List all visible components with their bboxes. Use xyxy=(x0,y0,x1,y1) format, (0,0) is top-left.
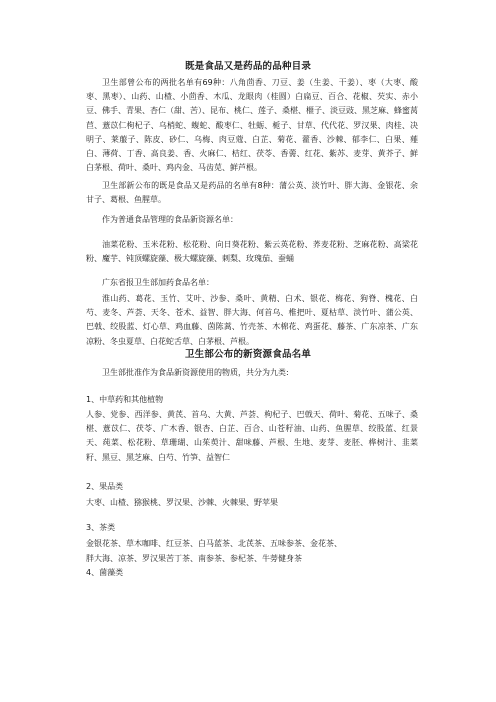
paragraph-69-items: 卫生部曾公布的两批名单有69种：八角茴香、刀豆、姜（生姜、干姜）、枣（大枣、酸枣、黑枣）、山药、山楂、小茴香、木瓜、龙眼肉（桂圆）白扁豆、百合、花椒、芡实、赤小豆、佛手、青果、杏仁（甜、苦）、昆布、桃仁、莲子、桑椹、榧子、淡豆豉、黑芝麻、蜂蜜莴苣、薏苡仁枸杞子、乌梢蛇、蝮蛇、酸枣仁、牡蛎、栀子、甘草、代代花、罗汉果、肉桂、决明子、莱菔子、陈皮、砂仁、乌梅、肉豆蔻、白芷、菊花、藿香、沙棘、郁李仁、白果、薤白、薄荷、丁香、高良姜、香、火麻仁、桔红、茯苓、香薷、红花、紫苏、麦芽、黄芥子、鲜白茅根、荷叶、桑叶、鸡内金、马齿苋、鲜芦根。 xyxy=(86,78,418,173)
category-1-heading: 1、中草药和其他植物 xyxy=(86,395,164,404)
category-1-list: 人参、党参、西洋参、黄芪、首乌、大黄、芦荟、枸杞子、巴戟天、荷叶、菊花、五味子、桑椹、薏苡仁、茯苓、广木香、银杏、白芷、百合、山苍籽油、山药、鱼腥草、绞股蓝、红景天、莼菜、松花粉、草珊瑚、山茱萸汁、甜味藤、芦根、生地、麦芽、麦胚、桦树汁、韭菜籽、黑豆、黑芝麻、白芍、竹笋、益智仁 xyxy=(86,410,418,462)
paragraph-pollen-list: 油菜花粉、玉米花粉、松花粉、向日葵花粉、紫云英花粉、荞麦花粉、芝麻花粉、高梁花粉、魔芋、钝顶螺旋藻、极大螺旋藻、刺梨、玫瑰茄、蚕蛹 xyxy=(86,240,418,264)
paragraph-nine-categories: 卫生部批准作为食品新资源使用的物质，共分为九类: xyxy=(102,368,289,377)
title-new-resource-foods: 卫生部公布的新资源食品名单 xyxy=(184,349,312,360)
category-3-list-line2: 胖大海、凉茶、罗汉果苦丁茶、南参茶、参杞茶、牛蒡健身茶 xyxy=(86,554,302,563)
title-dual-use: 既是食品又是药品的品种目录 xyxy=(184,61,312,72)
category-4-heading: 4、菌藻类 xyxy=(86,568,124,577)
paragraph-guangdong-list: 淮山药、葛花、玉竹、艾叶、沙参、桑叶、黄精、白术、银花、梅花、狗脊、槐花、白芍、麦冬、芦荟、天冬、苍术、益智、胖大海、何首乌、椎把叶、夏枯草、淡竹叶、蒲公英、巴戟、绞股蓝、灯心草、鸡血藤、茵陈蒿、竹壳茶、木棉花、鸡蛋花、藤茶、广东凉茶、广东凉粉、冬虫夏草、白花蛇舌草、白茅根、芦根。 xyxy=(86,294,418,346)
paragraph-8-items: 卫生部新公布的既是食品又是药品的名单有8种：蒲公英、淡竹叶、胖大海、金银花、余甘子、葛根、鱼腥草。 xyxy=(86,181,418,205)
category-2-list: 大枣、山楂、猕猴桃、罗汉果、沙棘、火棘果、野苹果 xyxy=(86,498,278,507)
paragraph-new-resources-heading: 作为普通食品管理的食品新资源名单： xyxy=(102,215,238,224)
category-2-heading: 2、果品类 xyxy=(86,482,124,491)
category-3-list-line1: 金银花茶、草木咖啡、红豆茶、白马蓝茶、北芪茶、五味参茶、金花茶、 xyxy=(86,539,342,548)
paragraph-guangdong-heading: 广东省报卫生部加药食品名单： xyxy=(102,278,214,287)
category-3-heading: 3、茶类 xyxy=(86,523,116,532)
